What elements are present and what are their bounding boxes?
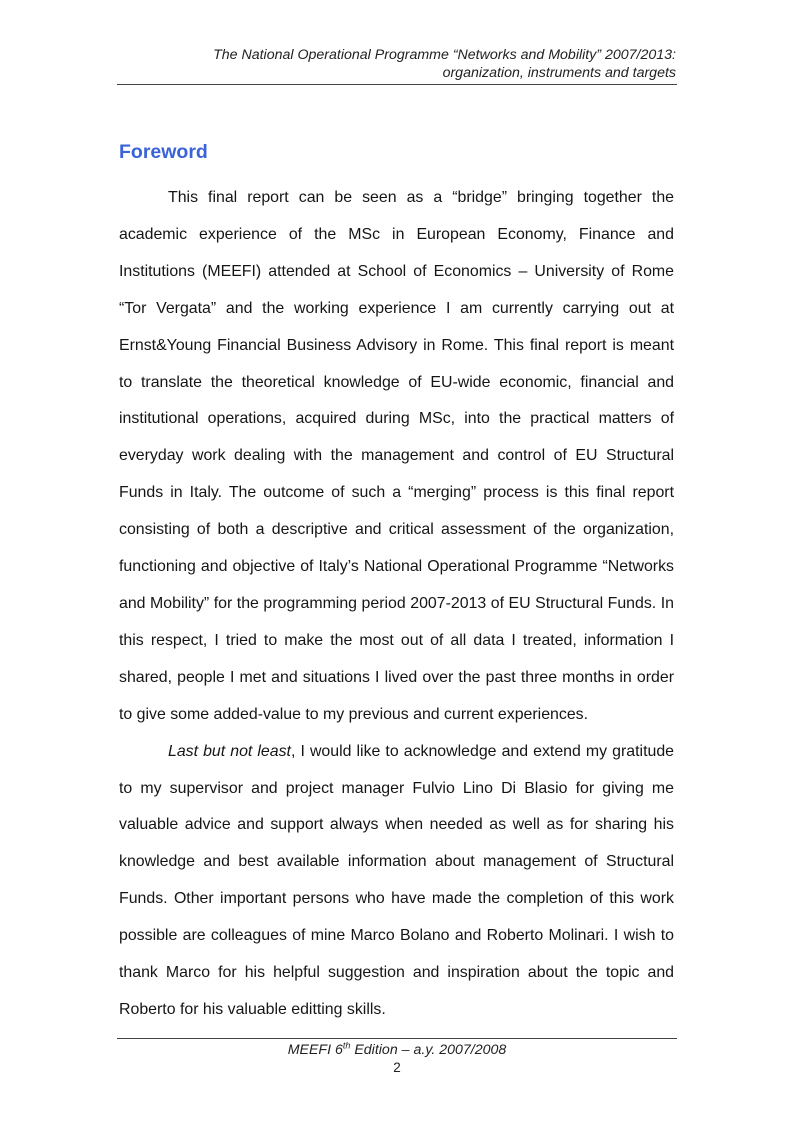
running-footer [117,1041,677,1059]
running-header-line-2: organization, instruments and targets [442,65,676,81]
footer-superscript: th [342,1040,351,1051]
paragraph-2 [119,734,674,1029]
footer-suffix: Edition – a.y. 2007/2008 [350,1042,507,1058]
body-text [119,180,674,1029]
footer-prefix: MEEFI 6 [287,1042,343,1058]
paragraph-1: This final report can be seen as a “bridge” bringing together the academic experience of the MSc in European Economy, Finance and Institutions (MEEFI) attended at School of Economics – University of Rome “Tor Vergata” and the working experience I am currently carrying out at Ernst&Young Financial Business Advisory in Rome. This final report is meant to translate the theoretical knowledge of EU-wide economic, financial and institutional operations, acquired during MSc, into the practical matters of everyday work dealing with the management and control of EU Structural Funds in Italy. The outcome of such a “merging” process is this final report consisting of both a descriptive and critical assessment of the organization, functioning and objective of Italy’s National Operational Programme “Networks and Mobility” for the programming period 2007-2013 of EU Structural Funds. In this respect, I tried to make the most out of all data I treated, information I shared, people I met and situations I lived over the past three months in order to give some added-value to my previous and current experiences. [119,189,674,723]
section-heading: Foreword [119,141,208,163]
footer-divider [117,1038,677,1039]
header-divider [117,84,677,85]
paragraph-2-text: , I would like to acknowledge and extend my gratitude to my supervisor and project manager Fulvio Lino Di Blasio for giving me valuable advice and support always when needed as well as for sharing his knowledge and best available information about management of Structural Funds. Other important persons who have made the completion of this work possible are colleagues of mine Marco Bolano and Roberto Molinari. I wish to thank Marco for his helpful suggestion and inspiration about the topic and Roberto for his valuable editting skills. [119,742,675,1018]
paragraph-2-italic-lead: Last but not least [168,742,291,760]
running-header [119,46,676,82]
running-header-line-1: The National Operational Programme “Networks and Mobility” 2007/2013: [213,47,676,63]
page-number: 2 [393,1060,401,1075]
